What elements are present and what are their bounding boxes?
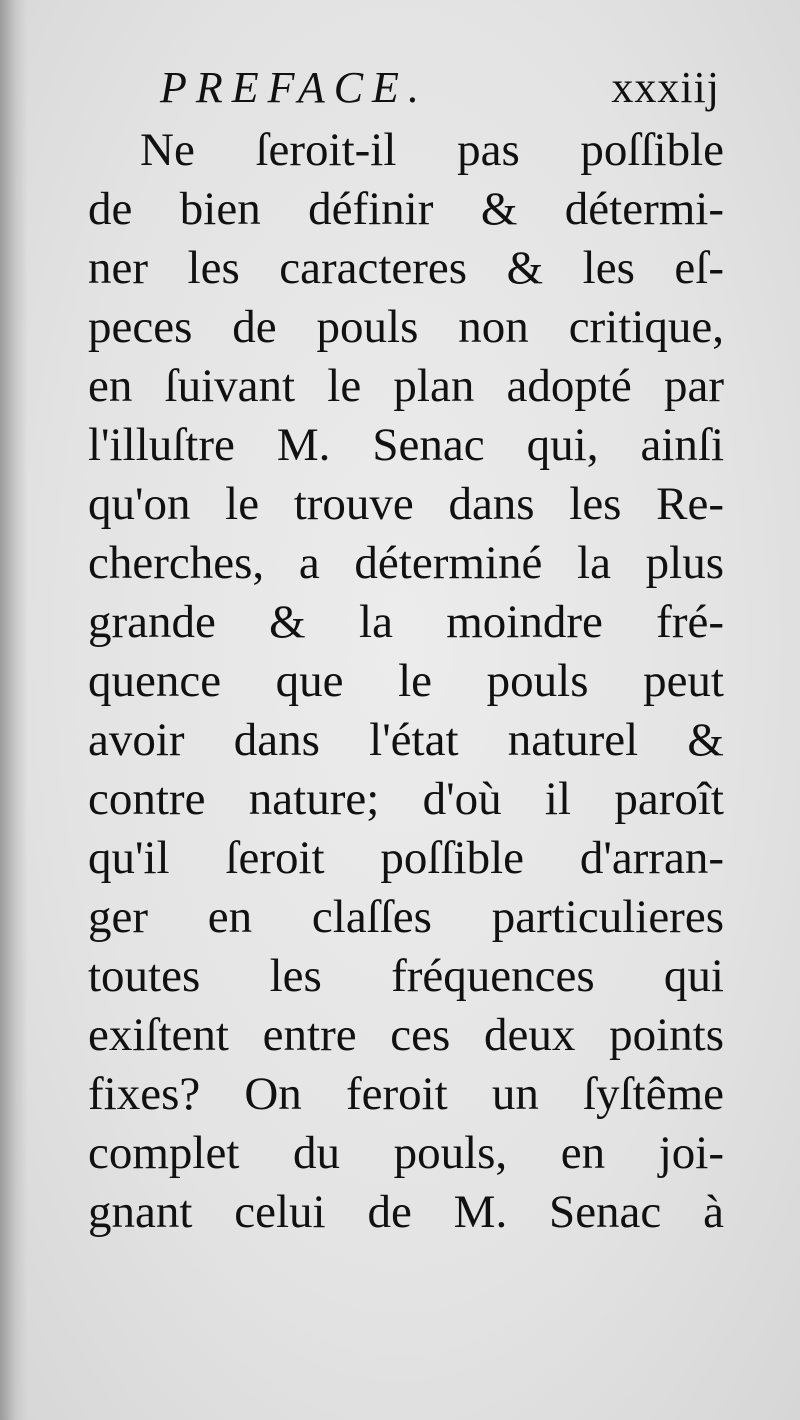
text-line: ger en claſſes particulieres: [88, 891, 724, 943]
text-line: qu'il ſeroit poſſible d'arran-: [88, 832, 724, 884]
text-line: en ſuivant le plan adopté par: [88, 360, 724, 412]
text-line: contre nature; d'où il paroît: [88, 773, 724, 825]
running-title: PREFACE.: [160, 63, 428, 112]
text-line: l'illuſtre M. Senac qui, ainſi: [88, 419, 724, 471]
text-line: fixes? On feroit un ſyſtême: [88, 1068, 724, 1120]
body-text: [88, 121, 724, 1242]
text-line: ner les caracteres & les eſ-: [88, 242, 724, 294]
page-header: [160, 58, 720, 118]
show-through-bleed: [110, 1300, 670, 1380]
text-line: complet du pouls, en joi-: [88, 1127, 724, 1179]
text-line: de bien définir & détermi-: [88, 183, 724, 235]
text-line: quence que le pouls peut: [88, 655, 724, 707]
text-line: gnant celui de M. Senac à: [88, 1186, 724, 1238]
text-line: peces de pouls non critique,: [88, 301, 724, 353]
text-line: qu'on le trouve dans les Re-: [88, 478, 724, 530]
page-number: xxxiij: [611, 63, 720, 112]
text-line: exiſtent entre ces deux points: [88, 1009, 724, 1061]
text-line: grande & la moindre fré-: [88, 596, 724, 648]
text-line: Ne ſeroit-il pas poſſible: [140, 124, 724, 176]
binding-gutter-shadow: [0, 0, 28, 1420]
text-line: cherches, a déterminé la plus: [88, 537, 724, 589]
text-line: toutes les fréquences qui: [88, 950, 724, 1002]
text-line: avoir dans l'état naturel &: [88, 714, 724, 766]
